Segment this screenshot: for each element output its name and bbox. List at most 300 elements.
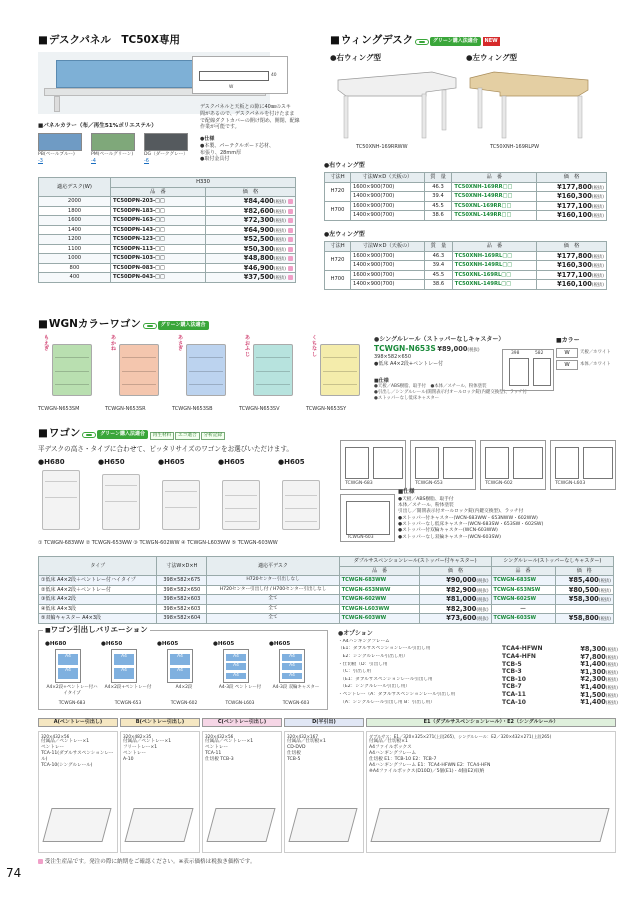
price-cell bbox=[205, 244, 295, 254]
option-item: TCA-11 bbox=[502, 691, 526, 698]
option-item: TCB-5 bbox=[502, 660, 522, 668]
wagon-body bbox=[102, 474, 140, 530]
wagon-height: ●H605 bbox=[218, 458, 245, 466]
wing-th: 価 格 bbox=[536, 242, 606, 252]
drawer-desc-line: 仕切板 E1：TCB-10 E2：TCB-7 bbox=[369, 757, 437, 763]
price: ¥1,400 bbox=[580, 682, 606, 691]
price: ¥2,300 bbox=[580, 675, 606, 684]
item-code: TC50DPN-163-□□ bbox=[111, 216, 206, 226]
table-row bbox=[39, 206, 296, 216]
drawer-a4-block: A4 bbox=[282, 654, 302, 661]
price: ¥84,400 bbox=[243, 197, 274, 205]
item-code: TC50DPN-043-□□ bbox=[111, 273, 206, 283]
price: ¥8,300 bbox=[580, 645, 606, 654]
wagon-desk: 全て bbox=[207, 614, 339, 624]
wagon-spec-line: ●天板／ABS樹脂、取手付 bbox=[398, 496, 454, 502]
option-label: （C：引出し用 bbox=[338, 669, 372, 675]
page-number: 74 bbox=[6, 866, 22, 880]
wagon-type: ②低床 A4×2段＋ペントレー付 bbox=[39, 585, 157, 595]
wgn-note: ●低床 A4×2段+ペントレー付 bbox=[374, 360, 444, 367]
wagon-item-single: ― bbox=[491, 604, 555, 614]
drawer-type-bar: B(ペントレー引出し) bbox=[120, 718, 200, 727]
green-badge: グリーン購入法適合 bbox=[158, 321, 209, 329]
dim-code: TCWGN-683 bbox=[345, 481, 373, 486]
wing-height: H720 bbox=[325, 251, 351, 270]
option-label: ・A4ハンギングフレーム bbox=[338, 638, 390, 644]
table-row bbox=[39, 273, 296, 283]
price: ¥73,600 bbox=[446, 614, 477, 622]
wing-right-title: ●右ウィング型 bbox=[330, 53, 381, 62]
wing-th: 品 番 bbox=[452, 242, 536, 252]
drawer-desc-line: 320×432×56 bbox=[205, 734, 234, 739]
wagon-type: ③低床 A4×2段 bbox=[39, 595, 157, 605]
drawer-column bbox=[45, 641, 101, 709]
drawer-type-bar: E1（ダブルサスペンションレール）・E2（シングルレール） bbox=[366, 718, 616, 727]
tax: (税抜) bbox=[605, 670, 618, 676]
wgn-wagon-images bbox=[38, 334, 373, 418]
wagon-body bbox=[282, 480, 320, 530]
wagon-type: ①低床 A4×2段＋ペントレー付ハイタイプ bbox=[39, 576, 157, 586]
wing-height: H700 bbox=[325, 270, 351, 289]
order-icon bbox=[288, 266, 293, 271]
price: ¥160,100 bbox=[557, 211, 592, 219]
item-code: TC50DPN-183-□□ bbox=[111, 206, 206, 216]
price-cell bbox=[537, 192, 607, 202]
drawer-column bbox=[269, 641, 325, 709]
tax: (税抜) bbox=[591, 264, 604, 269]
panel-color-swatches bbox=[38, 133, 198, 173]
drawer-desc-line: ペントレー bbox=[123, 751, 146, 757]
option-label: （A：シングルレール引出し用 B：引出し用） bbox=[338, 699, 435, 705]
fabric-swatch bbox=[91, 133, 135, 151]
option-label: （E1：ダブルサスペンションレール引出し用 bbox=[338, 646, 431, 652]
tax: (税抜) bbox=[605, 693, 618, 699]
drawer-illustration bbox=[288, 808, 357, 842]
wing-size: 1600×900(700) bbox=[350, 201, 424, 211]
drawer-desc-line: ダブルサス：E1／320×325×271(上段265)、シングルレール：E2／320×432×271(上段265) bbox=[369, 734, 552, 739]
wing-th: 価 格 bbox=[537, 173, 607, 183]
order-icon bbox=[288, 199, 293, 204]
tax: (税抜) bbox=[591, 195, 604, 200]
price: ¥50,300 bbox=[243, 244, 274, 253]
drawer-line bbox=[122, 384, 156, 385]
wing-th: 質 量 bbox=[424, 173, 452, 183]
wgn-spec-line: ●ストッパーなし低床キャスター bbox=[374, 396, 440, 402]
tax: (税抜) bbox=[476, 579, 489, 584]
table-row bbox=[325, 280, 607, 290]
tax: (税抜) bbox=[591, 283, 604, 288]
price: ¥90,000 bbox=[446, 576, 477, 584]
wgn-color-label: くちなし bbox=[312, 335, 318, 358]
drawer-line bbox=[55, 371, 89, 372]
wing-th: 寸法W×D（天板の） bbox=[350, 173, 424, 183]
panel-dimension-diagram bbox=[192, 56, 288, 94]
drawer-column bbox=[213, 641, 269, 709]
wagon-item-double: TCWGN-L603WW bbox=[339, 604, 420, 614]
order-icon bbox=[288, 237, 293, 242]
wing-weight: 39.4 bbox=[424, 192, 452, 202]
wgn-color-swatch: W bbox=[556, 348, 578, 358]
drawer-line bbox=[122, 357, 156, 358]
price: ¥80,500 bbox=[568, 585, 599, 594]
wagon-dim-diagram bbox=[410, 440, 476, 490]
order-icon bbox=[288, 275, 293, 280]
drawer-line bbox=[323, 371, 357, 372]
wgn-spec-line: ●天板／ABS樹脂、取手付 ●本体／スチール、粉体塗装 bbox=[374, 384, 487, 390]
wagon-603-diagram bbox=[340, 494, 395, 542]
order-icon bbox=[288, 218, 293, 223]
drawer-caption: A4-3段 双輪キャスター bbox=[272, 685, 320, 690]
wgn-wagon bbox=[38, 334, 104, 418]
wagon-item bbox=[278, 458, 338, 553]
desk-width: 1200 bbox=[39, 235, 111, 245]
drawer-desc-line: 付属品／ペントレー×1 bbox=[41, 739, 90, 745]
drawer-desc-line: CD-DVD bbox=[287, 745, 306, 751]
order-icon bbox=[288, 247, 293, 252]
panel-spec-line: ●取付金具付 bbox=[200, 156, 230, 163]
wagon-size: 398×582×604 bbox=[157, 614, 207, 624]
wgn-section-title: ■ WGNカラーワゴン bbox=[38, 318, 141, 330]
wagon-spec-line: 本体／スチール、粉体塗装 bbox=[398, 502, 454, 508]
drawer-diagram bbox=[223, 649, 249, 683]
drawer-line bbox=[122, 371, 156, 372]
drawer-line bbox=[105, 501, 137, 502]
wagon-603-code: TCWGN-603 bbox=[347, 535, 374, 540]
wagon-spec-line: ●ストッパー付キャスター(WCN-683WW・653NWW・602WW) bbox=[398, 515, 538, 521]
option-label: （E2：シングルレール引出し用） bbox=[338, 684, 410, 690]
drawer-height: ●H605 bbox=[213, 641, 235, 647]
wgn-size: 398×582×650 bbox=[374, 354, 412, 361]
wing-size: 1400×900(700) bbox=[350, 192, 424, 202]
eco-icon bbox=[415, 39, 429, 45]
drawer-type-desc bbox=[38, 731, 118, 853]
table-row bbox=[39, 614, 614, 624]
price: ¥82,600 bbox=[243, 206, 274, 215]
drawer-line bbox=[45, 481, 77, 482]
wing-size: 1600×900(700) bbox=[351, 270, 425, 280]
drawer-line bbox=[225, 508, 257, 509]
tax: (税抜) bbox=[591, 214, 604, 219]
wing-th: 寸法H bbox=[325, 173, 351, 183]
drawer-desc-line: TCA-11(ダブルサスペンションレール) bbox=[41, 751, 114, 763]
order-icon bbox=[288, 228, 293, 233]
wing-left-table bbox=[324, 241, 607, 290]
wgn-dimension-diagram bbox=[502, 349, 554, 391]
drawer-desc-line: 320×482×35 bbox=[123, 734, 152, 739]
drawer-type-descriptions bbox=[38, 731, 616, 853]
wgn-code: TCWGN-N653SV bbox=[239, 406, 280, 412]
wing-height: H700 bbox=[325, 201, 351, 220]
drawer-column bbox=[101, 641, 157, 709]
price: ¥1,400 bbox=[580, 698, 606, 707]
price-cell bbox=[205, 197, 295, 207]
wing-size: 1400×900(700) bbox=[350, 211, 424, 221]
price: ¥37,500 bbox=[243, 273, 274, 281]
wing-right-image bbox=[332, 66, 460, 142]
th-double: ダブルサスペンションレール(ストッパー付キャスター) bbox=[339, 557, 491, 567]
dim-front bbox=[415, 447, 439, 479]
wagon-body bbox=[52, 344, 92, 396]
drawer-desc-line: A-10 bbox=[123, 757, 134, 763]
desk-width: 1100 bbox=[39, 244, 111, 254]
drawer-illustration bbox=[206, 808, 275, 842]
option-label: ・仕切板（D：引出し用 bbox=[338, 661, 388, 667]
th-price: 価 格 bbox=[555, 566, 614, 576]
drawer-illustration bbox=[124, 808, 193, 842]
price: ¥48,800 bbox=[243, 254, 274, 262]
dim-code: TCWGN-L603 bbox=[555, 481, 586, 486]
panel-desc-line: で配線ダクトカバーの開け閉め、開閉、配線 bbox=[200, 117, 300, 124]
wagon-spec-line: ●ストッパーなし双輪キャスター(WCN-603SW) bbox=[398, 534, 501, 540]
panel-spec-line: 布張り、28mm厚 bbox=[200, 149, 242, 156]
wgn-spec-line: ●引出し／シングルレール(開閉表示付オールロック錠(内鍵交換型)、ラッチ付 bbox=[374, 390, 528, 396]
wagon-tag: エコ適合 bbox=[175, 432, 199, 440]
drawer-line bbox=[55, 384, 89, 385]
price-cell bbox=[420, 595, 491, 605]
item-code: TC50DPN-143-□□ bbox=[111, 225, 206, 235]
price: ¥85,400 bbox=[568, 576, 599, 584]
drawer-line bbox=[256, 371, 290, 372]
th-item: 品 番 bbox=[111, 187, 206, 197]
wagon-dim-diagram bbox=[340, 440, 406, 490]
panel-desc-line: デスクパネルと天板との隙に40㎜のスキ bbox=[200, 104, 291, 110]
fabric-swatch bbox=[144, 133, 188, 151]
panel-color-name: PB(ペールブルー) bbox=[38, 152, 75, 157]
wagon-intro: 平デスクの高さ・タイプに合わせて、ピッタリサイズのワゴンをお選びいただけます。 bbox=[38, 445, 293, 453]
drawer-column bbox=[157, 641, 213, 709]
wing-size: 1400×900(700) bbox=[351, 280, 425, 290]
table-row bbox=[39, 254, 296, 264]
price: ¥7,800 bbox=[580, 652, 606, 661]
drawer-code: TCWGN-603 bbox=[282, 701, 310, 706]
tax: (税抜) bbox=[273, 238, 286, 243]
wgn-rail: ●シングルレール（ストッパーなしキャスター） bbox=[374, 336, 505, 343]
wing-left-title: ●左ウィング型 bbox=[466, 53, 517, 62]
price: ¥160,300 bbox=[557, 192, 592, 200]
wing-item: TC50XNL-169RL□□ bbox=[452, 270, 536, 280]
wagon-type: ⑤双輪キャスター A4×3段 bbox=[39, 614, 157, 624]
table-row bbox=[325, 192, 607, 202]
table-row bbox=[39, 197, 296, 207]
wing-weight: 46.3 bbox=[425, 251, 453, 261]
drawer-desc-line: 付属品／仕切板×1 bbox=[287, 739, 326, 745]
drawer-type-desc bbox=[366, 731, 616, 853]
drawer-line bbox=[285, 521, 317, 522]
order-icon bbox=[288, 256, 293, 261]
wing-left-table-title: ●左ウィング型 bbox=[324, 231, 365, 238]
price: ¥58,300 bbox=[568, 595, 599, 603]
drawer-a4-block: A4 bbox=[282, 673, 302, 680]
desk-width: 1600 bbox=[39, 216, 111, 226]
wagon-header bbox=[38, 427, 226, 440]
tax: (税抜) bbox=[598, 598, 611, 603]
price-cell bbox=[555, 604, 614, 614]
item-code: TC50DPN-083-□□ bbox=[111, 263, 206, 273]
price-cell bbox=[555, 595, 614, 605]
table-row bbox=[39, 595, 614, 605]
drawer-desc-line: 付属品／仕切板×1 bbox=[369, 739, 408, 745]
wagon-item-double: TCWGN-603WW bbox=[339, 614, 420, 624]
wgn-wagon bbox=[239, 334, 305, 418]
th-desk: 適応デスク(W) bbox=[39, 178, 111, 197]
wing-size: 1600×900(700) bbox=[351, 251, 425, 261]
drawer-desc-line: 仕切板 bbox=[287, 751, 301, 757]
table-row bbox=[39, 216, 296, 226]
fabric-swatch bbox=[38, 133, 82, 151]
drawer-line bbox=[189, 357, 223, 358]
table-row bbox=[39, 235, 296, 245]
option-item: TCA-10 bbox=[502, 698, 526, 706]
panel-color-item bbox=[144, 133, 194, 164]
wagon-section-title: ■ ワゴン bbox=[38, 427, 80, 439]
wagon-body bbox=[119, 344, 159, 396]
wagon-desk: 全て bbox=[207, 595, 339, 605]
wagon-item-double: TCWGN-602WW bbox=[339, 595, 420, 605]
tax: (税抜) bbox=[476, 598, 489, 603]
wgn-color-label: あさぎ bbox=[178, 335, 184, 352]
drawer-desc-line: フリートレー×1 bbox=[123, 745, 158, 751]
item-code: TC50DPN-113-□□ bbox=[111, 244, 206, 254]
dim-front bbox=[345, 447, 369, 479]
drawer-line bbox=[256, 357, 290, 358]
tax: (税抜) bbox=[598, 579, 611, 584]
options bbox=[338, 630, 618, 706]
wgn-code: TCWGN-N653SB bbox=[172, 406, 213, 412]
wing-right-table-title: ●右ウィング型 bbox=[324, 162, 365, 169]
dim-side bbox=[443, 447, 473, 479]
drawer-a4-block: A4 bbox=[114, 654, 134, 665]
price-cell bbox=[537, 201, 607, 211]
wagon-height: ●H605 bbox=[278, 458, 305, 466]
panel-desc-line: 間があるので、デスクパネルを付けたまま bbox=[200, 110, 295, 117]
drawer-caption: A4-3段 ペントレー付 bbox=[218, 685, 262, 690]
drawer-line bbox=[189, 371, 223, 372]
wing-weight: 38.6 bbox=[424, 211, 452, 221]
wagon-item bbox=[38, 458, 98, 553]
price: ¥177,800 bbox=[557, 251, 592, 260]
wing-item: TC50XNH-149RL□□ bbox=[452, 261, 536, 271]
option-label: （E1：ダブルサスペンションレール引出し用 bbox=[338, 676, 433, 682]
drawer-line bbox=[323, 384, 357, 385]
panel-color-code: -4 bbox=[91, 157, 96, 164]
wagon-item-double: TCWGN-683WW bbox=[339, 576, 420, 586]
drawer-desc-line: 付属品／ペントレー×1 bbox=[123, 739, 172, 745]
option-item: TCA4-HFWN bbox=[502, 645, 543, 653]
wagon-item-single: TCWGN-683SW bbox=[491, 576, 555, 586]
wing-size: 1400×900(700) bbox=[351, 261, 425, 271]
drawer-desc-line: 320×432×56 bbox=[41, 734, 70, 739]
table-row bbox=[39, 604, 614, 614]
drawer-title-text: ワゴン引出しバリエーション bbox=[50, 625, 148, 634]
table-row bbox=[325, 270, 607, 280]
price: ¥64,900 bbox=[243, 225, 274, 234]
panel-color-title: ■パネルカラー（布／再生51%ポリエステル） bbox=[38, 123, 157, 129]
th-size: 寸法W×D×H bbox=[157, 557, 207, 576]
wgn-code: TCWGN-N653SM bbox=[38, 406, 80, 412]
wagon-height: ●H605 bbox=[158, 458, 185, 466]
wagon-spec-line: ●ストッパー付双輪キャスター(WCN-603WW) bbox=[398, 528, 498, 534]
drawer-a4-block: A4 bbox=[282, 663, 302, 670]
drawer-line bbox=[285, 495, 317, 496]
tax: (税抜) bbox=[476, 617, 489, 622]
wagon-body bbox=[162, 480, 200, 530]
dim-code: TCWGN-602 bbox=[485, 481, 513, 486]
drawer-line bbox=[165, 491, 197, 492]
tax: (税抜) bbox=[273, 257, 286, 262]
wagon-size: 398×582×603 bbox=[157, 604, 207, 614]
order-icon bbox=[38, 859, 43, 864]
panel-description bbox=[200, 104, 300, 163]
drawer-line bbox=[225, 521, 257, 522]
wagon-item-single: TCWGN-602SW bbox=[491, 595, 555, 605]
order-icon bbox=[288, 209, 293, 214]
option-item: TCB-10 bbox=[502, 675, 526, 683]
price-cell bbox=[536, 261, 606, 271]
option-item: TCB-7 bbox=[502, 683, 522, 691]
wagon-images bbox=[38, 458, 338, 553]
panel-section-title: ■ デスクパネル TC50X専用 bbox=[38, 34, 180, 47]
drawer-height: ●H605 bbox=[269, 641, 291, 647]
wagon-body bbox=[253, 344, 293, 396]
drawer-a4-block: A4 bbox=[226, 654, 246, 661]
option-price bbox=[556, 698, 618, 707]
wing-left-code: TC50XNH-169RLPW bbox=[490, 144, 540, 150]
footer-note-text: 受注生産品です。発注の際に納期をご確認ください。※表示価格は税抜き価格です。 bbox=[44, 859, 256, 865]
drawer-desc-line: 仕切板 TCB-3 bbox=[205, 757, 234, 763]
drawer-type-bar: D(平引出) bbox=[284, 718, 364, 727]
drawer-line bbox=[165, 507, 197, 508]
wing-height: H720 bbox=[325, 182, 351, 201]
price: ¥58,800 bbox=[568, 614, 599, 622]
wagon-height: ●H650 bbox=[98, 458, 125, 466]
dim-side bbox=[583, 447, 613, 479]
wing-th: 寸法W×D（天板の） bbox=[351, 242, 425, 252]
th-price: 価 格 bbox=[420, 566, 491, 576]
wgn-tax: (税抜) bbox=[467, 348, 480, 354]
price: ¥160,100 bbox=[557, 280, 592, 288]
price: ¥1,400 bbox=[580, 660, 606, 669]
wing-section-title: ■ ウィングデスク bbox=[330, 34, 413, 46]
tax: (税抜) bbox=[273, 276, 286, 281]
wagon-item bbox=[158, 458, 218, 553]
table-row bbox=[325, 211, 607, 221]
drawer-desc-line: TCA-10(シングルレール) bbox=[41, 763, 93, 769]
wing-item: TC50XNL-169RR□□ bbox=[452, 201, 537, 211]
th-item: 品 番 bbox=[491, 566, 555, 576]
dim-front bbox=[555, 447, 579, 479]
tax: (税抜) bbox=[273, 228, 286, 234]
tax: (税抜) bbox=[605, 655, 618, 661]
wing-th: 質 量 bbox=[425, 242, 453, 252]
wgn-color-swatch: W bbox=[556, 360, 578, 370]
drawer-height: ●H680 bbox=[45, 641, 67, 647]
drawer-a4-block: A4 bbox=[114, 668, 134, 679]
wagon-table bbox=[38, 556, 614, 624]
table-row bbox=[325, 261, 607, 271]
wagon-body bbox=[42, 470, 80, 530]
panel-color-item bbox=[91, 133, 141, 164]
drawer-type-desc bbox=[284, 731, 364, 853]
desk-width: 1000 bbox=[39, 254, 111, 264]
panel-outline bbox=[199, 71, 269, 81]
wing-item: TC50XNL-149RR□□ bbox=[452, 211, 537, 221]
eco-icon bbox=[143, 323, 157, 329]
dim-front bbox=[485, 447, 509, 479]
option-label: ・ペントレー（A：ダブルサスペンションレール引出し用 bbox=[338, 691, 456, 697]
price: ¥177,800 bbox=[557, 182, 592, 191]
price: ¥46,900 bbox=[243, 263, 274, 272]
wagon-item-single: TCWGN-653NSW bbox=[491, 585, 555, 595]
